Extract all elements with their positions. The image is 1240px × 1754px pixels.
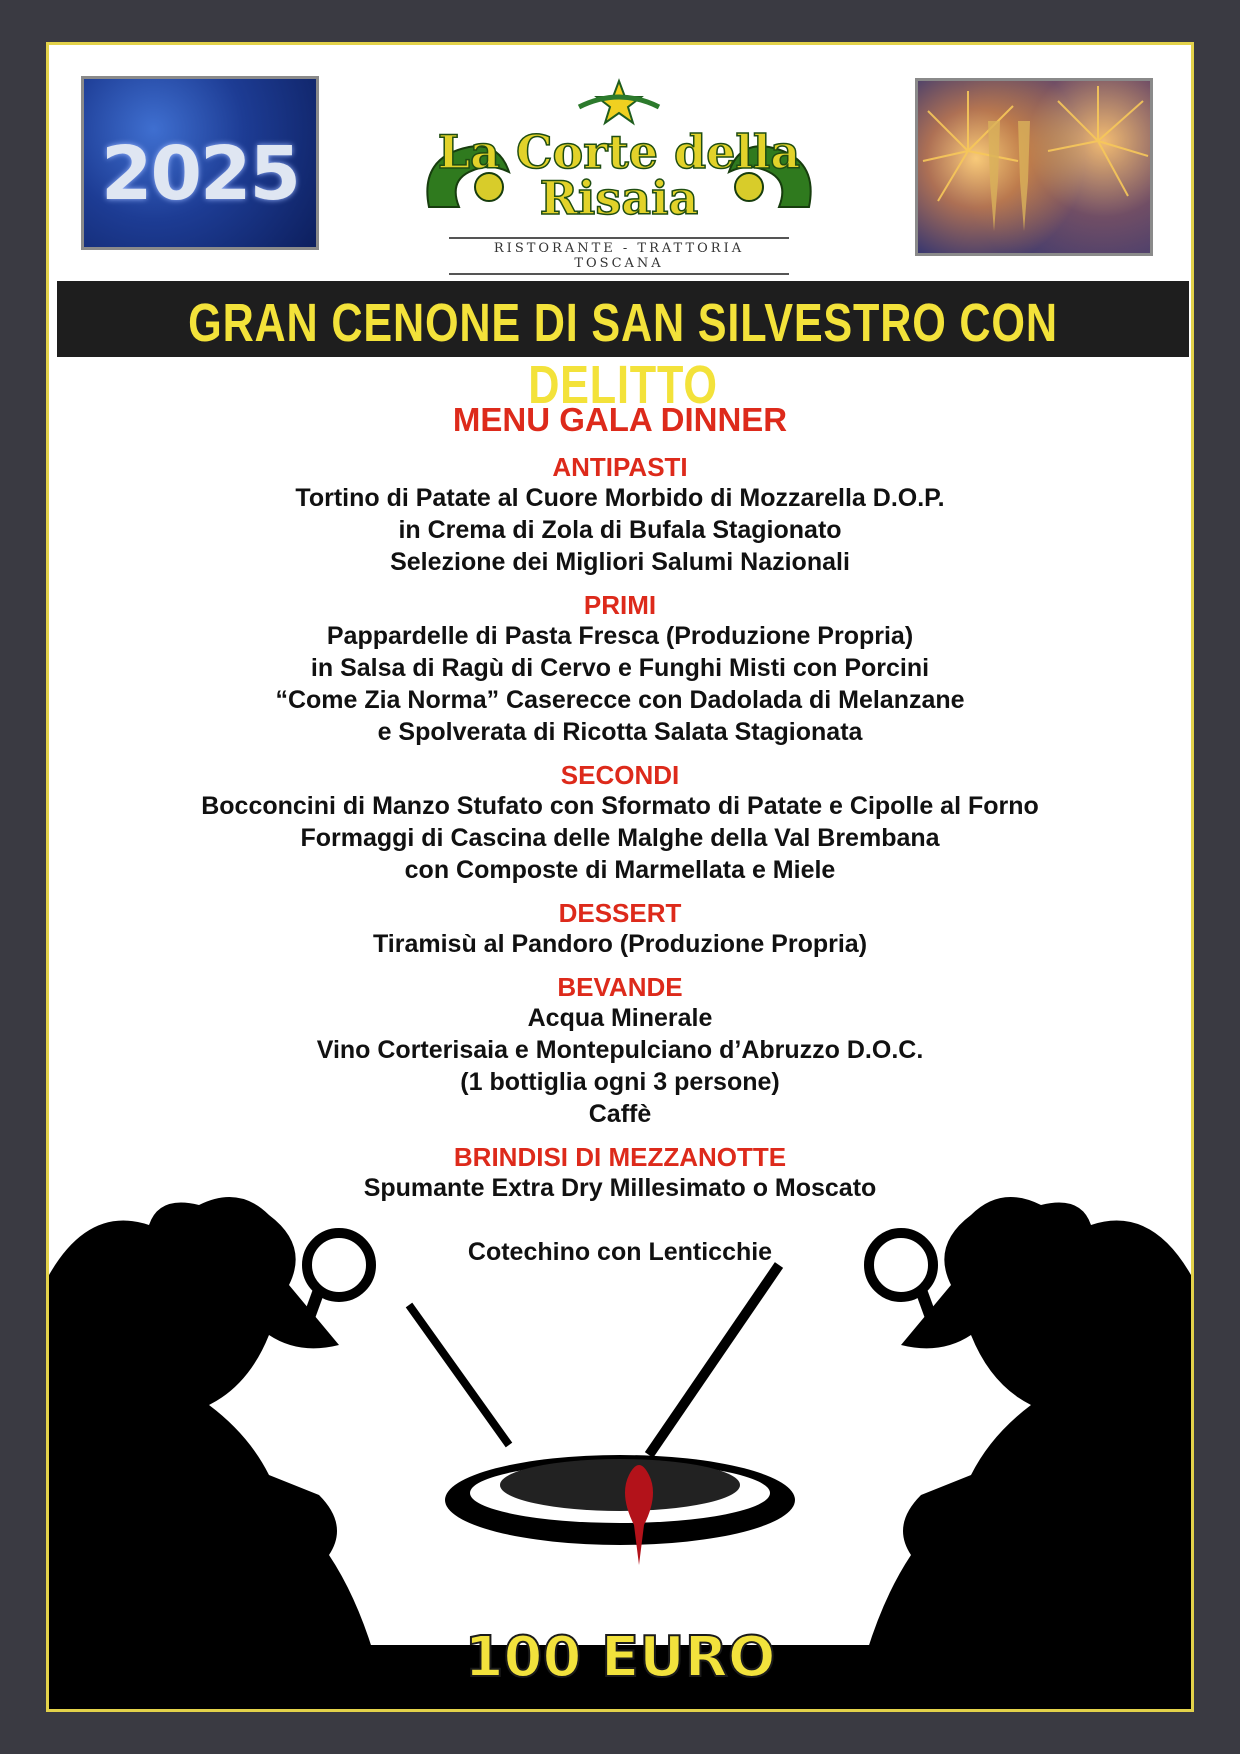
- restaurant-logo: [409, 77, 829, 271]
- section-bevande: [49, 972, 1191, 1130]
- menu-content: [49, 400, 1191, 1280]
- menu-item: Acqua Minerale: [527, 1004, 713, 1032]
- menu-item: con Composte di Marmellata e Miele: [404, 856, 836, 884]
- event-banner: [57, 281, 1189, 415]
- menu-item: “Come Zia Norma” Caserecce con Dadolada di Melanzane: [275, 686, 965, 714]
- section-title: DESSERT: [558, 898, 682, 928]
- logo-subtitle: RISTORANTE - TRATTORIA TOSCANA: [449, 237, 789, 275]
- year-image-text: 2025: [101, 131, 299, 217]
- section-title: BRINDISI DI MEZZANOTTE: [453, 1142, 787, 1172]
- section-dessert: [49, 898, 1191, 960]
- section-antipasti: [49, 452, 1191, 578]
- menu-item: e Spolverata di Ricotta Salata Stagionata: [377, 718, 863, 746]
- section-title: PRIMI: [583, 590, 657, 620]
- menu-item: Bocconcini di Manzo Stufato con Sformato di Patate e Cipolle al Forno: [201, 792, 1039, 820]
- menu-item: Selezione dei Migliori Salumi Nazionali: [390, 548, 850, 576]
- section-title: ANTIPASTI: [552, 452, 688, 482]
- section-title: BEVANDE: [557, 972, 683, 1002]
- menu-item: Caffè: [588, 1100, 652, 1128]
- fireworks-champagne-image: [915, 78, 1153, 256]
- menu-title: MENU GALA DINNER: [452, 401, 788, 438]
- menu-item: Pappardelle di Pasta Fresca (Produzione Propria): [326, 622, 914, 650]
- menu-item: (1 bottiglia ogni 3 persone): [460, 1068, 780, 1096]
- menu-item: Tortino di Patate al Cuore Morbido di Mozzarella D.O.P.: [295, 484, 945, 512]
- section-primi: [49, 590, 1191, 748]
- menu-item: Spumante Extra Dry Millesimato o Moscato: [363, 1174, 877, 1202]
- menu-item: in Salsa di Ragù di Cervo e Funghi Misti con Porcini: [310, 654, 930, 682]
- new-year-2025-image: [81, 76, 319, 250]
- section-title: SECONDI: [560, 760, 680, 790]
- menu-item: Tiramisù al Pandoro (Produzione Propria): [372, 930, 868, 958]
- section-secondi: [49, 760, 1191, 886]
- logo-name: La Corte della Risaia: [437, 125, 801, 225]
- menu-item-extra: Cotechino con Lenticchie: [467, 1238, 773, 1266]
- menu-poster: [46, 42, 1194, 1712]
- menu-item: Formaggi di Cascina delle Malghe della Val Brembana: [300, 824, 940, 852]
- menu-item: in Crema di Zola di Bufala Stagionato: [398, 516, 842, 544]
- section-brindisi: [49, 1142, 1191, 1268]
- menu-item: Vino Corterisaia e Montepulciano d’Abruzzo D.O.C.: [316, 1036, 924, 1064]
- fireworks-icon: [918, 81, 1150, 253]
- event-title: GRAN CENONE DI SAN SILVESTRO CON DELITTO: [188, 293, 1058, 415]
- price-label: 100 EURO: [464, 1625, 776, 1690]
